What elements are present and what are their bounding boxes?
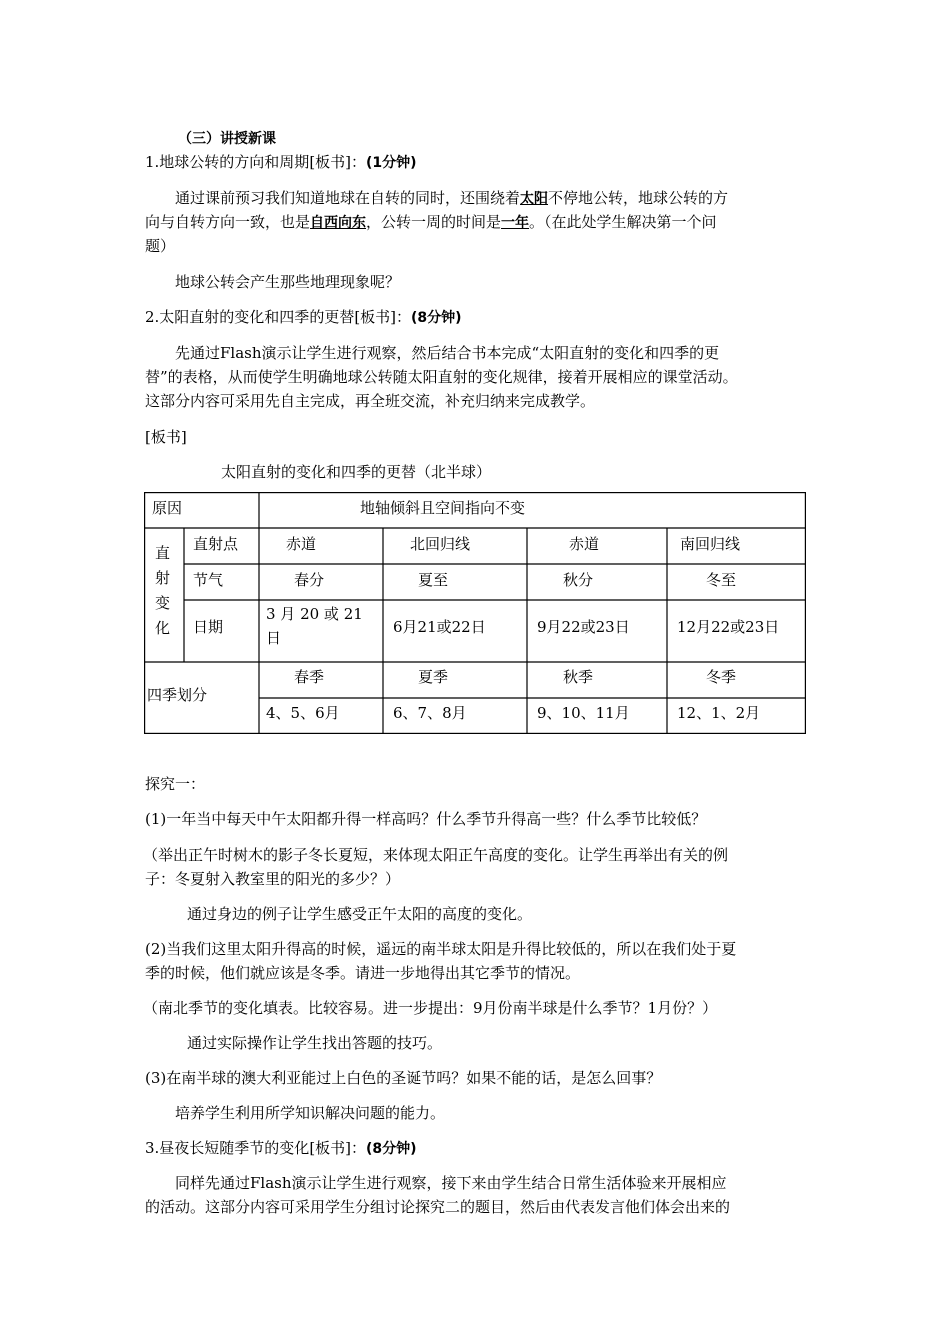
row-label-term: 节气 — [193, 571, 224, 589]
cell: 6月21或22日 — [393, 618, 486, 636]
question-line: 地球公转会产生那些地理现象呢？ — [175, 273, 401, 291]
cell: 冬至 — [706, 571, 737, 589]
cell: 3 月 20 或 21 — [266, 605, 363, 623]
paragraph-line: 向与自转方向一致，也是自西向东，公转一周的时间是一年。（在此处学生解决第一个问 — [145, 213, 717, 231]
table-grid — [144, 492, 806, 734]
cell: 春分 — [294, 571, 325, 589]
seasons-table — [144, 492, 806, 734]
question-line: (2)当我们这里太阳升得高的时候，遥远的南半球太阳是升得比较低的，所以在我们处于夏 — [145, 940, 737, 958]
cell: 冬季 — [706, 668, 737, 686]
cell: 12、1、2月 — [677, 704, 761, 722]
row-label-point: 直射点 — [193, 535, 239, 553]
question-line: (1)一年当中每天中午太阳都升得一样高吗？什么季节升得高一些？什么季节比较低？ — [145, 810, 707, 828]
cell: 秋分 — [563, 571, 594, 589]
reason-label: 原因 — [152, 499, 183, 517]
cell: 北回归线 — [410, 535, 471, 553]
group-label-char: 化 — [155, 619, 171, 637]
reason-value: 地轴倾斜且空间指向不变 — [360, 499, 526, 517]
cell: 春季 — [294, 668, 325, 686]
cell: 夏至 — [418, 571, 449, 589]
group-label-char: 射 — [155, 569, 171, 587]
question-line: 季的时候，他们就应该是冬季。请进一步地得出其它季节的情况。 — [145, 964, 581, 982]
cell: 9月22或23日 — [537, 618, 630, 636]
group-label-char: 变 — [155, 594, 171, 612]
remark-line: 通过实际操作让学生找出答题的技巧。 — [187, 1034, 443, 1052]
season-label: 四季划分 — [147, 686, 208, 704]
paragraph-line: 的活动。这部分内容可采用学生分组讨论探究二的题目，然后由代表发言他们体会出来的 — [145, 1198, 731, 1216]
cell: 秋季 — [563, 668, 594, 686]
question-line: (3)在南半球的澳大利亚能过上白色的圣诞节吗？如果不能的话，是怎么回事？ — [145, 1069, 662, 1087]
heading-1: 1.地球公转的方向和周期[板书]：(1分钟) — [145, 153, 417, 171]
cell: 12月22或23日 — [677, 618, 780, 636]
row-label-date: 日期 — [193, 618, 224, 636]
paragraph-line: 同样先通过Flash演示让学生进行观察，接下来由学生结合日常生活体验来开展相应 — [175, 1174, 727, 1192]
paragraph-line: 这部分内容可采用先自主完成，再全班交流，补充归纳来完成教学。 — [145, 392, 596, 410]
paragraph-line: 替”的表格，从而使学生明确地球公转随太阳直射的变化规律，接着开展相应的课堂活动。 — [145, 368, 738, 386]
paragraph-line: 题） — [145, 237, 176, 255]
paragraph-line: 先通过Flash演示让学生进行观察，然后结合书本完成“太阳直射的变化和四季的更 — [175, 344, 720, 362]
note-line: （举出正午时树木的影子冬长夏短，来体现太阳正午高度的变化。让学生再举出有关的例 — [143, 846, 729, 864]
remark-line: 培养学生利用所学知识解决问题的能力。 — [175, 1104, 446, 1122]
note-line: 子：冬夏射入教室里的阳光的多少？） — [145, 870, 401, 888]
paragraph-line: 通过课前预习我们知道地球在自转的同时，还围绕着太阳不停地公转，地球公转的方 — [175, 189, 729, 207]
cell: 南回归线 — [680, 535, 741, 553]
cell: 赤道 — [569, 535, 600, 553]
cell: 赤道 — [286, 535, 317, 553]
section-title: （三）讲授新课 — [178, 131, 276, 147]
table-title: 太阳直射的变化和四季的更替（北半球） — [221, 463, 492, 481]
heading-3: 3.昼夜长短随季节的变化[板书]：(8分钟) — [145, 1139, 417, 1157]
cell: 4、5、6月 — [266, 704, 340, 722]
heading-2: 2.太阳直射的变化和四季的更替[板书]：(8分钟) — [145, 308, 462, 326]
cell: 夏季 — [418, 668, 449, 686]
explore-title: 探究一： — [145, 775, 206, 793]
cell: 6、7、8月 — [393, 704, 467, 722]
note-line: （南北季节的变化填表。比较容易。进一步提出：9月份南半球是什么季节？1月份？） — [143, 999, 718, 1017]
board-label: [板书] — [145, 428, 187, 446]
cell: 日 — [266, 629, 282, 647]
cell: 9、10、11月 — [537, 704, 630, 722]
remark-line: 通过身边的例子让学生感受正午太阳的高度的变化。 — [187, 905, 533, 923]
group-label-char: 直 — [155, 544, 171, 562]
